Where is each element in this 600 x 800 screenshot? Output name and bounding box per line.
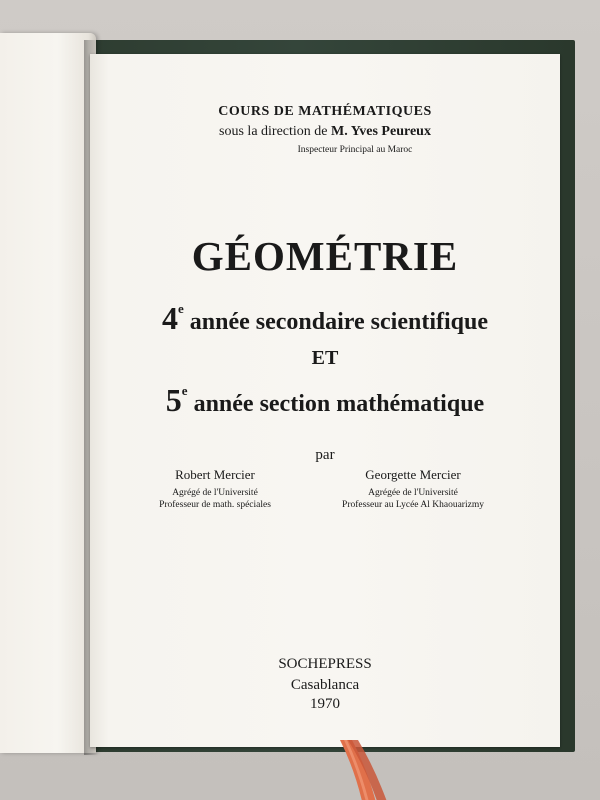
- author-2: [318, 467, 508, 511]
- level-2-text: année section mathématique: [193, 391, 485, 417]
- author-1-name: Robert Mercier: [175, 467, 255, 482]
- level-1-text: année secondaire scientifique: [189, 309, 488, 335]
- author-1-position: Professeur de math. spéciales: [159, 500, 271, 510]
- level-line-2: [90, 382, 560, 419]
- publisher: SOCHEPRESS: [278, 656, 372, 672]
- level-1-number: 4: [162, 300, 178, 336]
- author-2-position: Professeur au Lycée Al Khaouarizmy: [342, 500, 484, 510]
- level-2-sup: e: [181, 383, 188, 398]
- director-role: Inspecteur Principal au Maroc: [297, 145, 413, 155]
- bookmark-ribbon: [338, 740, 400, 800]
- director-name: M. Yves Peureux: [331, 124, 431, 139]
- publisher-city: Casablanca: [290, 677, 360, 693]
- publication-year: 1970: [310, 696, 340, 712]
- facing-page: [0, 33, 96, 753]
- level-line-1: [90, 300, 560, 337]
- author-1: [140, 467, 290, 511]
- author-2-title: Agrégée de l'Université: [368, 488, 458, 498]
- direction-line: [90, 124, 560, 140]
- series-title: COURS DE MATHÉMATIQUES: [218, 104, 432, 119]
- level-2-number: 5: [165, 382, 182, 418]
- direction-prefix: sous la direction de: [219, 124, 328, 139]
- level-1-sup: e: [178, 301, 184, 316]
- by-word: par: [315, 447, 335, 463]
- book-title: GÉOMÉTRIE: [191, 233, 459, 279]
- conjunction: ET: [311, 347, 339, 369]
- author-2-name: Georgette Mercier: [365, 467, 461, 482]
- author-1-title: Agrégé de l'Université: [172, 488, 258, 498]
- title-page: [90, 54, 560, 747]
